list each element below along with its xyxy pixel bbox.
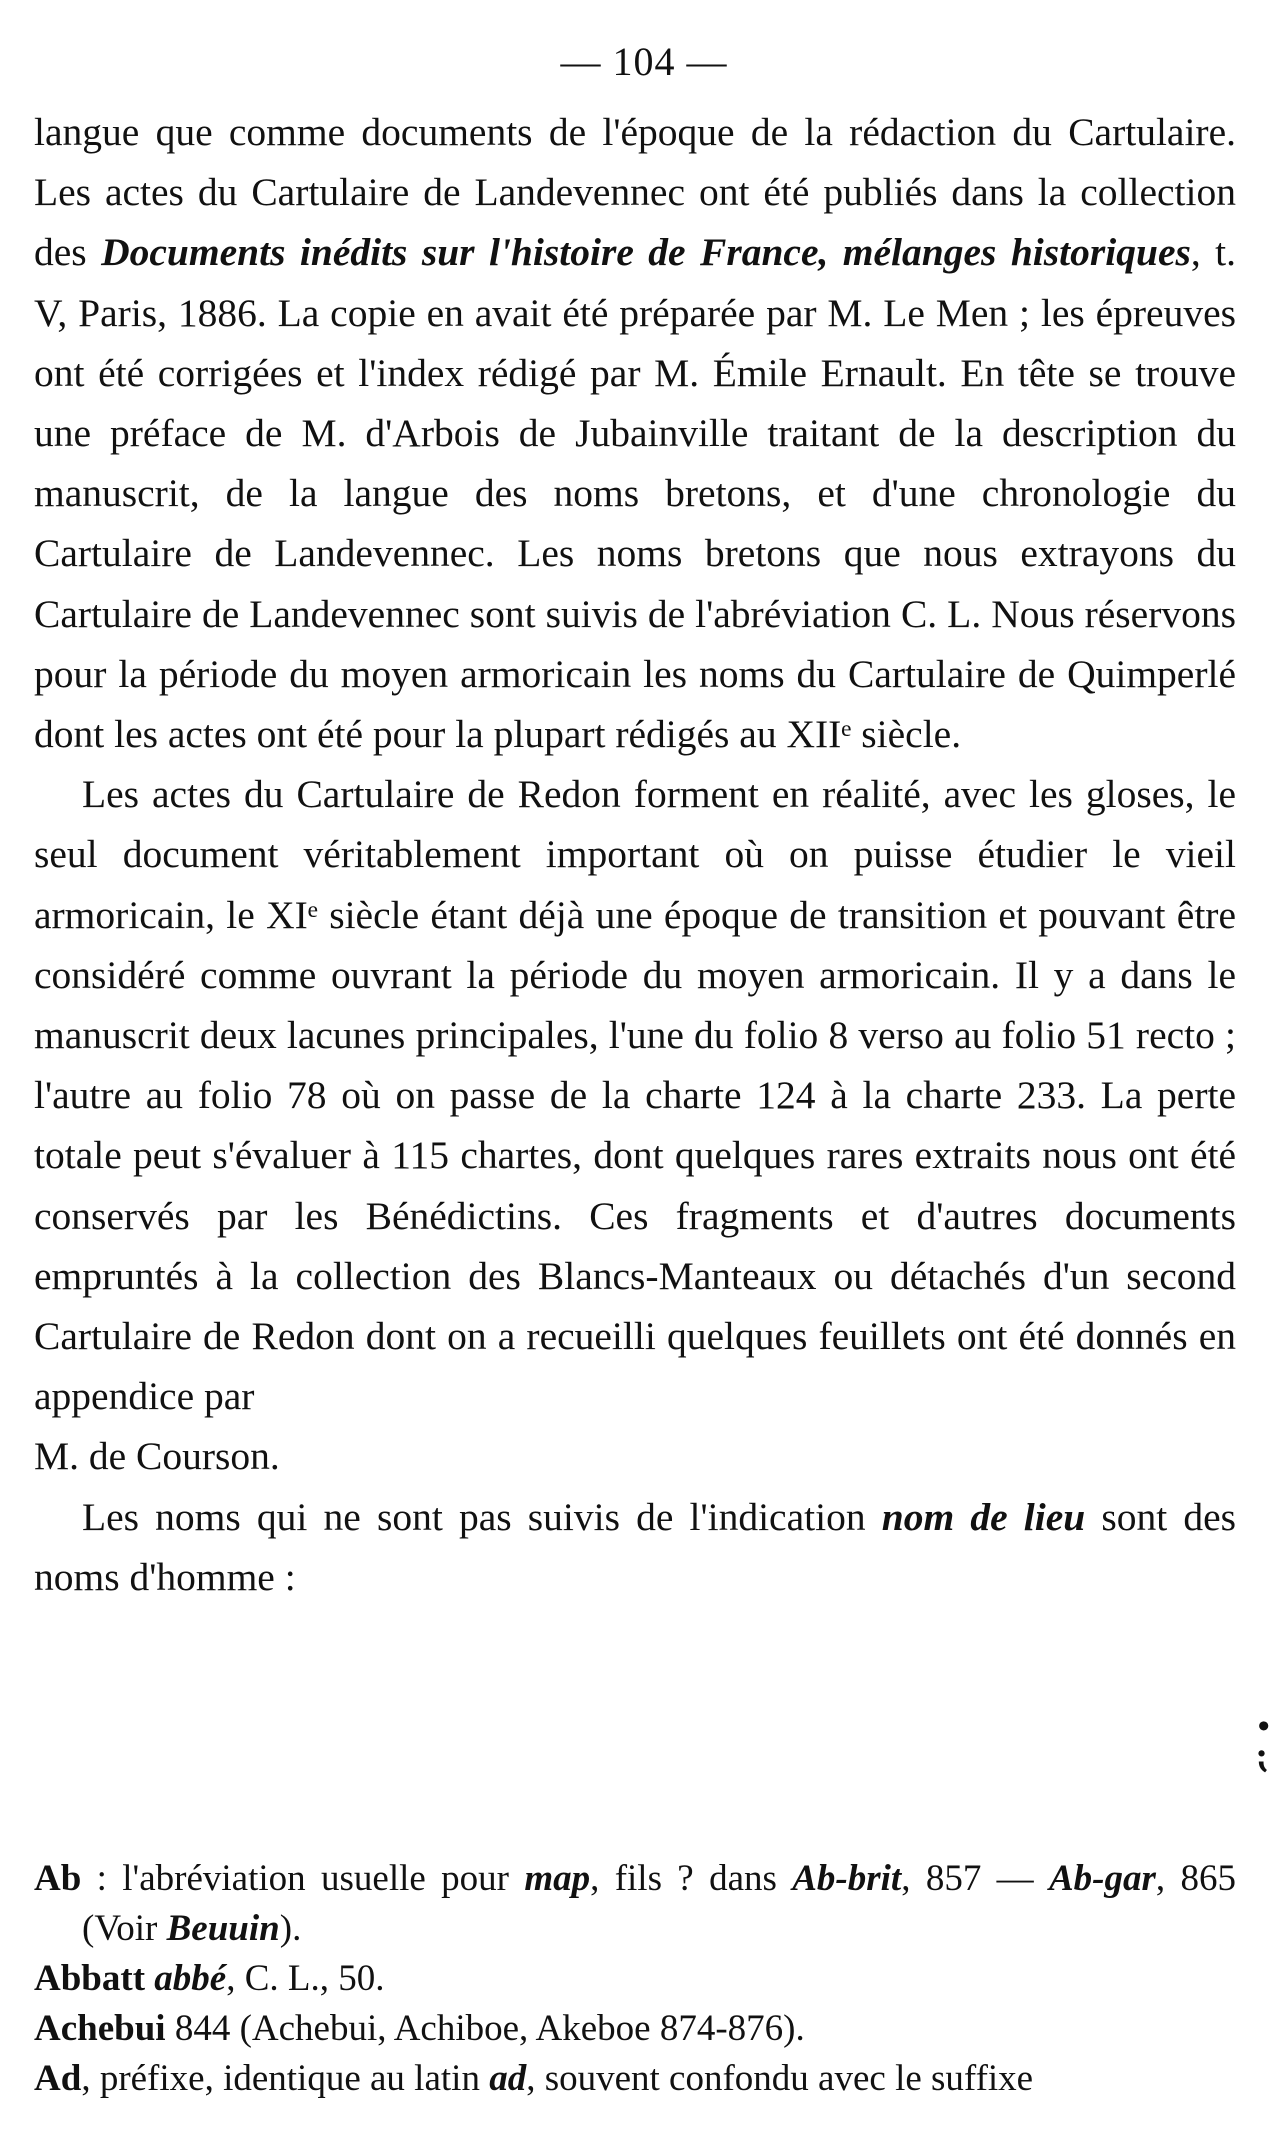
glossary-entries bbox=[34, 1854, 1236, 2104]
paragraph-3-term: nom de lieu bbox=[881, 1494, 1086, 1539]
paragraph-3 bbox=[34, 1487, 1236, 1607]
entry-italic: map bbox=[524, 1858, 591, 1899]
entry-text: , fils ? dans bbox=[590, 1858, 793, 1899]
entry-italic: abbé bbox=[154, 1958, 227, 1999]
entry-text bbox=[145, 1958, 154, 1999]
entry-text: , souvent confondu avec le suffixe bbox=[526, 2058, 1034, 2099]
entry-headword: Abbatt bbox=[34, 1958, 146, 1999]
entry-headword: Ab bbox=[34, 1858, 82, 1899]
entry-text: , C. L., 50. bbox=[226, 1958, 385, 1999]
paragraph-3-text-a: Les noms qui ne sont pas suivis de l'indication bbox=[82, 1494, 882, 1539]
paragraph-1-text-a: langue que comme documents de l'époque de la rédaction du Cartulaire. Les actes du Cartulaire de Landevennec ont été publiés dans la collection des bbox=[34, 110, 1236, 275]
paragraph-2-text: Les actes du Cartulaire de Redon forment en réalité, avec les gloses, le seul document véritablement important où on puisse étudier le vieil armoricain, le XIᵉ siècle étant déjà une époque de transition et pouvant être considéré comme ouvrant la période du moyen armoricain. Il y a dans le manuscrit deux lacunes principales, l'une du folio 8 verso au folio 51 recto ; l'autre au folio 78 où on passe de la charte 124 à la charte 233. La perte totale peut s'évaluer à 115 chartes, dont quelques rares extraits nous ont été conservés par les Bénédictins. Ces fragments et d'autres documents empruntés à la collection des Blancs-Manteaux ou détachés d'un second Cartulaire de Redon dont on a recueilli quelques feuillets ont été donnés en appendice par bbox=[34, 772, 1236, 1419]
entry-italic: ad bbox=[489, 2058, 527, 2099]
entry-headword: Achebui bbox=[34, 2008, 166, 2049]
paragraph-1-text-b: , t. V, Paris, 1886. La copie en avait été préparée par M. Le Men ; les épreuves ont été corrigées et l'index rédigé par M. Émile Ernault. En tête se trouve une préface de M. d'Arbois de Jubainville traitant de la description du manuscrit, de la langue des noms bretons, et d'une chronologie du Cartulaire de Landevennec. Les noms bretons que nous extrayons du Cartulaire de Landevennec sont suivis de l'abréviation C. L. Nous réservons pour la période du moyen armoricain les noms du Cartulaire de Quimperlé dont les actes ont été pour la plupart rédigés au XIIᵉ siècle. bbox=[34, 230, 1236, 757]
entry-italic: Beuuin bbox=[166, 1908, 280, 1949]
page-number: — 104 — bbox=[560, 39, 728, 84]
entry-text: , préfixe, identique au latin bbox=[81, 2058, 490, 2099]
entry-italic: Ab-gar bbox=[1049, 1858, 1156, 1899]
entry-headword: Ad bbox=[34, 2058, 82, 2099]
entry-achebui bbox=[34, 2004, 1236, 2054]
paragraph-1-title: Documents inédits sur l'histoire de France, mélanges historiques bbox=[101, 230, 1191, 275]
entry-text: , 857 — bbox=[901, 1858, 1049, 1899]
paragraph-2 bbox=[34, 764, 1236, 1426]
paragraph-1 bbox=[34, 102, 1236, 764]
paragraph-2-last-line: M. de Courson. bbox=[34, 1434, 280, 1479]
margin-mark: • ⁏ bbox=[1257, 1708, 1270, 1775]
body-text bbox=[34, 102, 1236, 1607]
entry-italic: Ab-brit bbox=[792, 1858, 902, 1899]
entry-ab bbox=[34, 1854, 1236, 1954]
entry-abbatt bbox=[34, 1954, 1236, 2004]
entry-ad bbox=[34, 2054, 1236, 2104]
entry-text: : l'abréviation usuelle pour bbox=[81, 1858, 525, 1899]
paragraph-3-text-b: sont des noms d'homme : bbox=[34, 1494, 1236, 1599]
entry-text: , 865 (Voir bbox=[82, 1858, 1236, 1949]
entry-text: 844 (Achebui, Achiboe, Akeboe 874-876). bbox=[165, 2008, 805, 2049]
entry-text: ). bbox=[279, 1908, 302, 1949]
